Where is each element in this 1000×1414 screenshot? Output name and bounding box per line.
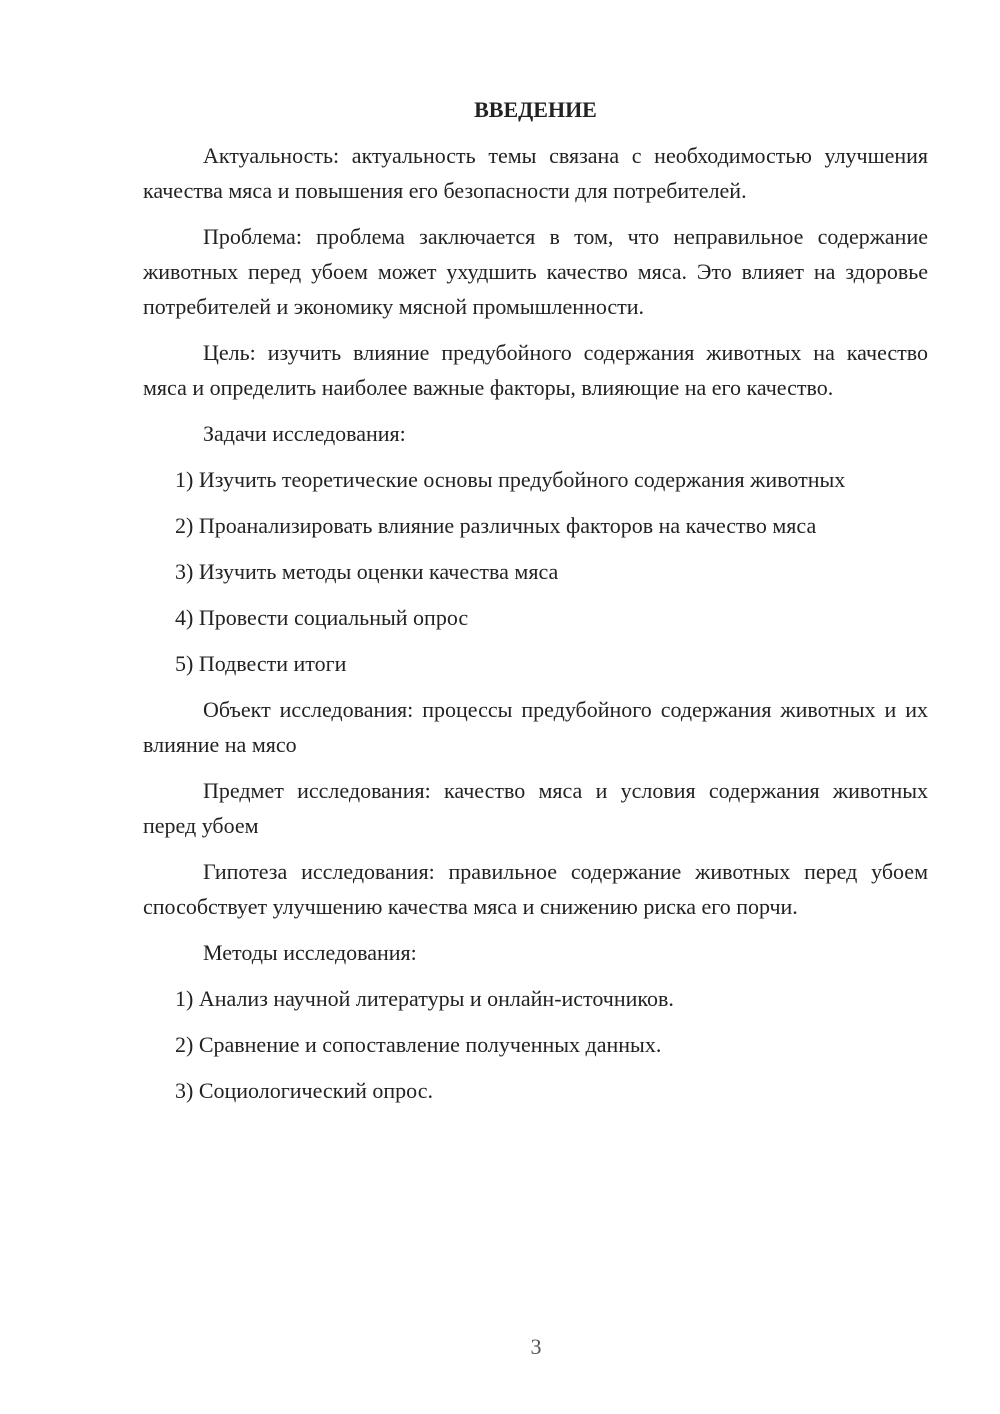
page-number: 3 xyxy=(530,1334,542,1359)
hypothesis-paragraph: Гипотеза исследования: правильное содержание животных перед убоем способствует улучшению качества мяса и снижению риска его порчи. xyxy=(143,859,928,919)
task-item: 3) Изучить методы оценки качества мяса xyxy=(175,559,559,584)
task-item: 2) Проанализировать влияние различных факторов на качество мяса xyxy=(175,513,817,538)
problem-paragraph: Проблема: проблема заключается в том, что неправильное содержание животных перед убоем может ухудшить качество мяса. Это влияет на здоровье потребителей и экономику мясной промышленности. xyxy=(143,224,928,319)
method-item: 2) Сравнение и сопоставление полученных данных. xyxy=(175,1032,662,1057)
task-item: 1) Изучить теоретические основы предубойного содержания животных xyxy=(175,467,846,492)
methods-label: Методы исследования: xyxy=(203,940,417,965)
object-paragraph: Объект исследования: процессы предубойного содержания животных и их влияние на мясо xyxy=(143,697,928,757)
tasks-label: Задачи исследования: xyxy=(203,421,406,446)
method-item: 1) Анализ научной литературы и онлайн-источников. xyxy=(175,986,674,1011)
section-title: ВВЕДЕНИЕ xyxy=(474,97,597,122)
page-content xyxy=(143,92,928,1119)
goal-paragraph: Цель: изучить влияние предубойного содержания животных на качество мяса и определить наиболее важные факторы, влияющие на его качество. xyxy=(143,340,928,400)
relevance-paragraph: Актуальность: актуальность темы связана с необходимостью улучшения качества мяса и повышения его безопасности для потребителей. xyxy=(143,143,928,203)
task-item: 5) Подвести итоги xyxy=(175,651,347,676)
method-item: 3) Социологический опрос. xyxy=(175,1078,433,1103)
task-item: 4) Провести социальный опрос xyxy=(175,605,469,630)
subject-paragraph: Предмет исследования: качество мяса и условия содержания животных перед убоем xyxy=(143,778,928,838)
